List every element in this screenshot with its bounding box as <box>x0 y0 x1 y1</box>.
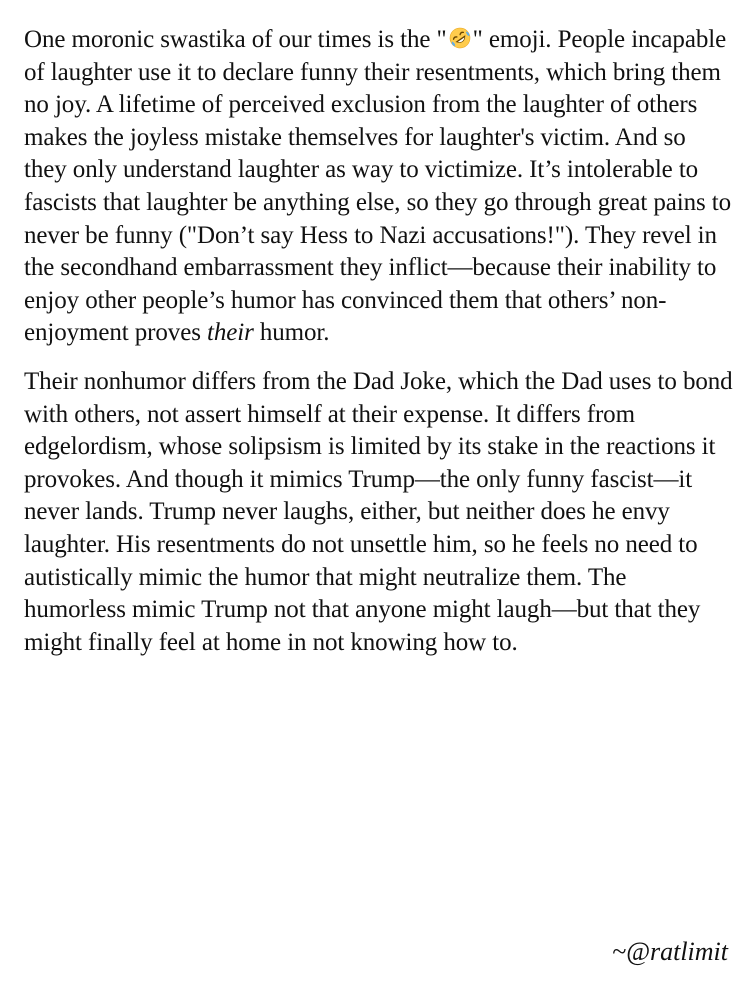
paragraph-2: Their nonhumor differs from the Dad Joke, which the Dad uses to bond with others, not assert himself at their expense. It differs from edgelordism, whose solipsism is limited by its stake in the reactions it provokes. And though it mimics Trump—the only funny fascist—it never lands. Trump never laughs, either, but neither does he envy laughter. His resentments do not unsettle him, so he feels no need to autistically mimic the humor that might neutralize them. The humorless mimic Trump not that anyone might laugh—but that they might finally feel at home in not knowing how to. <box>24 367 733 656</box>
paragraph-1-lead: One moronic swastika of our times is the " <box>24 26 447 53</box>
author-signature: ~@ratlimit <box>612 937 728 966</box>
paragraph-1-emphasis: their <box>206 319 254 347</box>
essay-body <box>24 24 734 659</box>
rolling-on-floor-laughing-emoji-icon <box>448 26 472 50</box>
paragraph-1 <box>24 24 734 350</box>
paragraph-1-end: humor. <box>253 319 330 347</box>
paragraph-1-body: " emoji. People incapable of laughter use it to declare funny their resentments, which bring them no joy. A lifetime of perceived exclusion from the laughter of others makes the joyless mistake themselves for laughter's victim. And so they only understand laughter as way to victimize. It’s intolerable to fascists that laughter be anything else, so they go through great pains to never be funny ("Don’t say Hess to Nazi accusations!"). They revel in the secondhand embarrassment they inflict—because their inability to enjoy other people’s humor has convinced them that others’ non-enjoyment proves <box>24 26 732 347</box>
